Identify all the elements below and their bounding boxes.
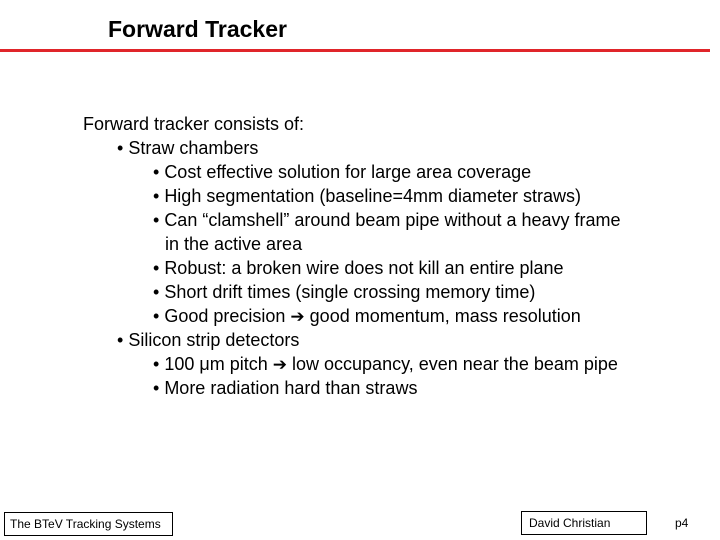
slide-body	[83, 112, 621, 400]
silicon-point-hard: • More radiation hard than straws	[153, 378, 418, 398]
straw-point: • Short drift times (single crossing memory time)	[153, 282, 536, 302]
straw-point: • Can “clamshell” around beam pipe without a heavy frame	[153, 210, 621, 230]
bullet-straw-chambers: • Straw chambers	[117, 138, 259, 158]
footer-author: David Christian	[521, 511, 647, 535]
bullet-silicon-strip: • Silicon strip detectors	[117, 330, 300, 350]
right-arrow-icon: ➔	[272, 355, 287, 374]
intro-line: Forward tracker consists of:	[83, 114, 305, 134]
straw-heading: Straw chambers	[128, 138, 259, 158]
straw-point: • Cost effective solution for large area coverage	[153, 162, 532, 182]
straw-point-continuation: in the active area	[165, 234, 303, 254]
silicon-heading: Silicon strip detectors	[128, 330, 300, 350]
straw-point-precision: • Good precision ➔ good momentum, mass resolution	[153, 306, 581, 326]
right-arrow-icon: ➔	[290, 307, 305, 326]
silicon-point-pitch: • 100 μm pitch ➔ low occupancy, even near the beam pipe	[153, 354, 618, 374]
slide-title: Forward Tracker	[108, 16, 287, 42]
footer-presentation-title: The BTeV Tracking Systems	[4, 512, 173, 536]
straw-point: • Robust: a broken wire does not kill an entire plane	[153, 258, 564, 278]
title-divider	[0, 49, 710, 52]
straw-point: • High segmentation (baseline=4mm diameter straws)	[153, 186, 581, 206]
page-number: p4	[675, 516, 689, 530]
